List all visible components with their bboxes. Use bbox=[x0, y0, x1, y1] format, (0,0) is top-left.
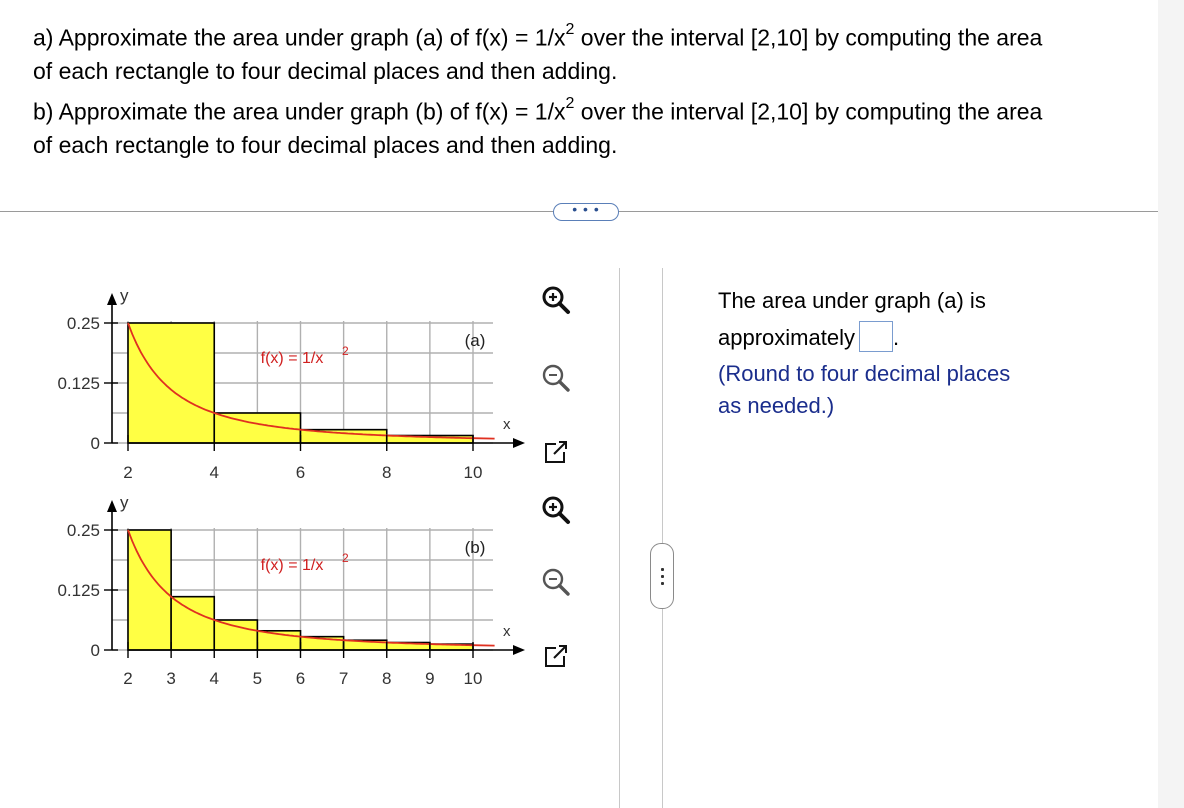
x-tick-label: 4 bbox=[209, 669, 219, 688]
y-axis-label: y bbox=[120, 286, 129, 305]
zoom-out-icon bbox=[540, 362, 572, 394]
function-label-exponent: 2 bbox=[342, 344, 349, 358]
expand-icon bbox=[542, 642, 570, 670]
function-label-exponent: 2 bbox=[342, 551, 349, 565]
panel-divider-left bbox=[619, 268, 620, 808]
answer-prompt-text: approximately bbox=[718, 325, 855, 350]
x-axis-label: x bbox=[503, 416, 511, 433]
y-axis-arrow bbox=[107, 293, 117, 305]
rounding-hint bbox=[718, 358, 1118, 422]
graph-a-label: (a) bbox=[464, 331, 486, 350]
panel-resize-handle[interactable] bbox=[650, 543, 674, 609]
x-axis-arrow bbox=[513, 645, 525, 655]
expand-icon bbox=[542, 438, 570, 466]
answer-prompt-line1: The area under graph (a) is bbox=[718, 288, 986, 313]
graph-b-label: (b) bbox=[464, 538, 486, 557]
expand-b-button[interactable] bbox=[538, 638, 574, 674]
right-scrollbar-track[interactable] bbox=[1158, 0, 1184, 808]
zoom-in-icon bbox=[540, 284, 572, 316]
riemann-rectangle bbox=[128, 323, 214, 443]
zoom-in-icon bbox=[540, 494, 572, 526]
x-tick-label: 10 bbox=[463, 463, 483, 482]
question-a-exponent: 2 bbox=[565, 21, 575, 38]
x-axis-arrow bbox=[513, 438, 525, 448]
riemann-rectangle bbox=[214, 620, 257, 650]
function-label: f(x) = 1/x bbox=[260, 350, 324, 367]
handle-dot bbox=[661, 575, 664, 578]
question-part-a bbox=[33, 16, 1042, 88]
graph-panel bbox=[0, 260, 620, 808]
zoom-in-b-button[interactable] bbox=[538, 492, 574, 528]
x-tick-label: 2 bbox=[123, 669, 133, 688]
answer-prompt-line2 bbox=[718, 319, 1118, 356]
x-tick-label: 8 bbox=[382, 463, 392, 482]
handle-dot bbox=[661, 582, 664, 585]
question-b-text-post: over the interval [2,10] by computing the area bbox=[574, 98, 1043, 125]
x-tick-label: 4 bbox=[209, 463, 219, 482]
panel-divider-right bbox=[662, 268, 663, 808]
x-tick-label: 9 bbox=[425, 669, 435, 688]
x-tick-label: 3 bbox=[166, 669, 176, 688]
question-b-line1 bbox=[33, 90, 1042, 129]
y-tick-label: 0 bbox=[90, 434, 100, 453]
area-answer-input[interactable] bbox=[859, 321, 893, 352]
zoom-out-icon bbox=[540, 566, 572, 598]
x-tick-label: 5 bbox=[252, 669, 263, 688]
question-b-line2: of each rectangle to four decimal places and then adding. bbox=[33, 131, 618, 158]
zoom-out-a-button[interactable] bbox=[538, 360, 574, 396]
question-part-b bbox=[33, 90, 1042, 162]
hint-line1: (Round to four decimal places bbox=[718, 361, 1011, 386]
expand-a-button[interactable] bbox=[538, 434, 574, 470]
hint-line2: as needed.) bbox=[718, 393, 835, 418]
y-tick-label: 0.25 bbox=[66, 521, 100, 540]
answer-period: . bbox=[892, 325, 900, 350]
question-b-text: b) Approximate the area under graph (b) of f(x) = 1/x bbox=[33, 98, 566, 125]
x-axis-label: x bbox=[503, 623, 511, 640]
x-tick-label: 7 bbox=[338, 669, 349, 688]
question-a-text-post: over the interval [2,10] by computing the area bbox=[574, 24, 1043, 51]
function-label: f(x) = 1/x bbox=[260, 557, 324, 574]
question-a-text: a) Approximate the area under graph (a) of f(x) = 1/x bbox=[33, 24, 566, 51]
x-tick-label: 10 bbox=[463, 669, 483, 688]
y-tick-label: 0.125 bbox=[57, 374, 100, 393]
y-tick-label: 0.125 bbox=[57, 581, 100, 600]
graphs-figure bbox=[0, 260, 620, 808]
x-tick-label: 6 bbox=[295, 669, 306, 688]
x-tick-label: 2 bbox=[123, 463, 133, 482]
zoom-in-a-button[interactable] bbox=[538, 282, 574, 318]
zoom-out-b-button[interactable] bbox=[538, 564, 574, 600]
x-tick-label: 6 bbox=[295, 463, 306, 482]
question-a-line1 bbox=[33, 16, 1042, 55]
y-axis-label: y bbox=[120, 493, 129, 512]
question-a-line2: of each rectangle to four decimal places and then adding. bbox=[33, 57, 618, 84]
handle-dot bbox=[661, 568, 664, 571]
y-tick-label: 0 bbox=[90, 641, 100, 660]
question-b-exponent: 2 bbox=[565, 95, 575, 112]
riemann-rectangle bbox=[171, 597, 214, 650]
y-tick-label: 0.25 bbox=[66, 314, 100, 333]
answer-panel bbox=[718, 282, 1118, 422]
y-axis-arrow bbox=[107, 500, 117, 512]
x-tick-label: 8 bbox=[382, 669, 392, 688]
more-options-button[interactable]: • • • bbox=[553, 203, 619, 221]
